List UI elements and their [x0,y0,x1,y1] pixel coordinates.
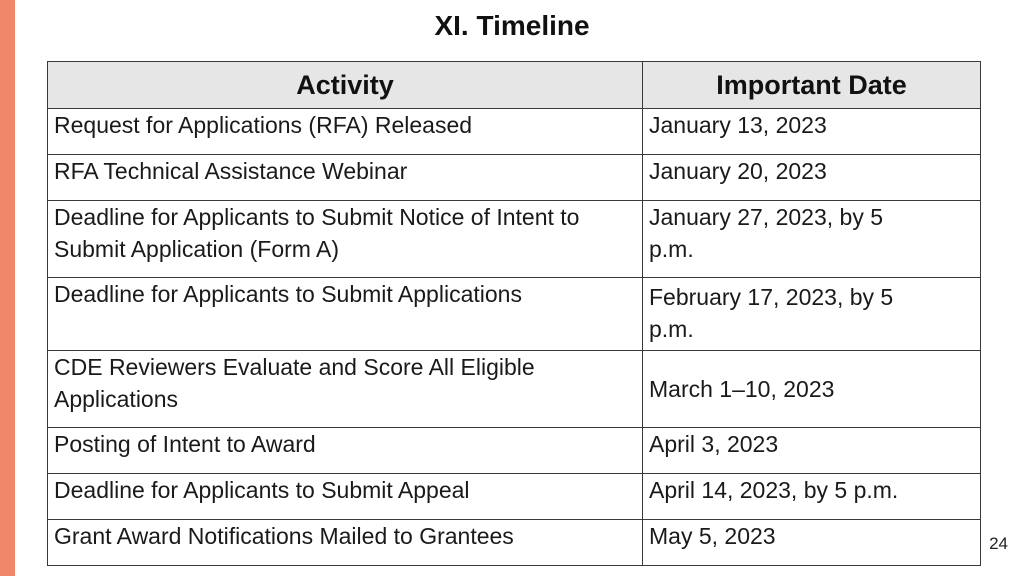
timeline-table [47,61,981,566]
date-cell: January 20, 2023 [643,155,981,201]
header-activity: Activity [48,62,643,109]
date-cell: April 3, 2023 [643,428,981,474]
page-number: 24 [989,534,1008,553]
activity-cell: Deadline for Applicants to Submit Applications [48,278,643,351]
activity-cell: Deadline for Applicants to Submit Notice of Intent to Submit Application (Form A) [48,201,643,278]
date-cell: January 27, 2023, by 5 p.m. [643,201,981,278]
table-row [48,278,981,351]
activity-cell: Deadline for Applicants to Submit Appeal [48,474,643,520]
date-cell: February 17, 2023, by 5 p.m. [643,278,981,351]
date-cell: April 14, 2023, by 5 p.m. [643,474,981,520]
date-cell: January 13, 2023 [643,109,981,155]
activity-cell: RFA Technical Assistance Webinar [48,155,643,201]
activity-cell: Posting of Intent to Award [48,428,643,474]
activity-cell: CDE Reviewers Evaluate and Score All Eligible Applications [48,351,643,428]
table-row [48,201,981,278]
table-header-row [48,62,981,109]
slide-title: XI. Timeline [434,10,590,41]
table-row [48,109,981,155]
table-row [48,520,981,566]
date-cell: May 5, 2023 [643,520,981,566]
table-row [48,428,981,474]
header-important-date: Important Date [643,62,981,109]
activity-cell: Grant Award Notifications Mailed to Grantees [48,520,643,566]
activity-cell: Request for Applications (RFA) Released [48,109,643,155]
table-row [48,351,981,428]
table-row [48,155,981,201]
table-row [48,474,981,520]
date-cell: March 1–10, 2023 [643,351,981,428]
accent-bar [0,0,15,576]
